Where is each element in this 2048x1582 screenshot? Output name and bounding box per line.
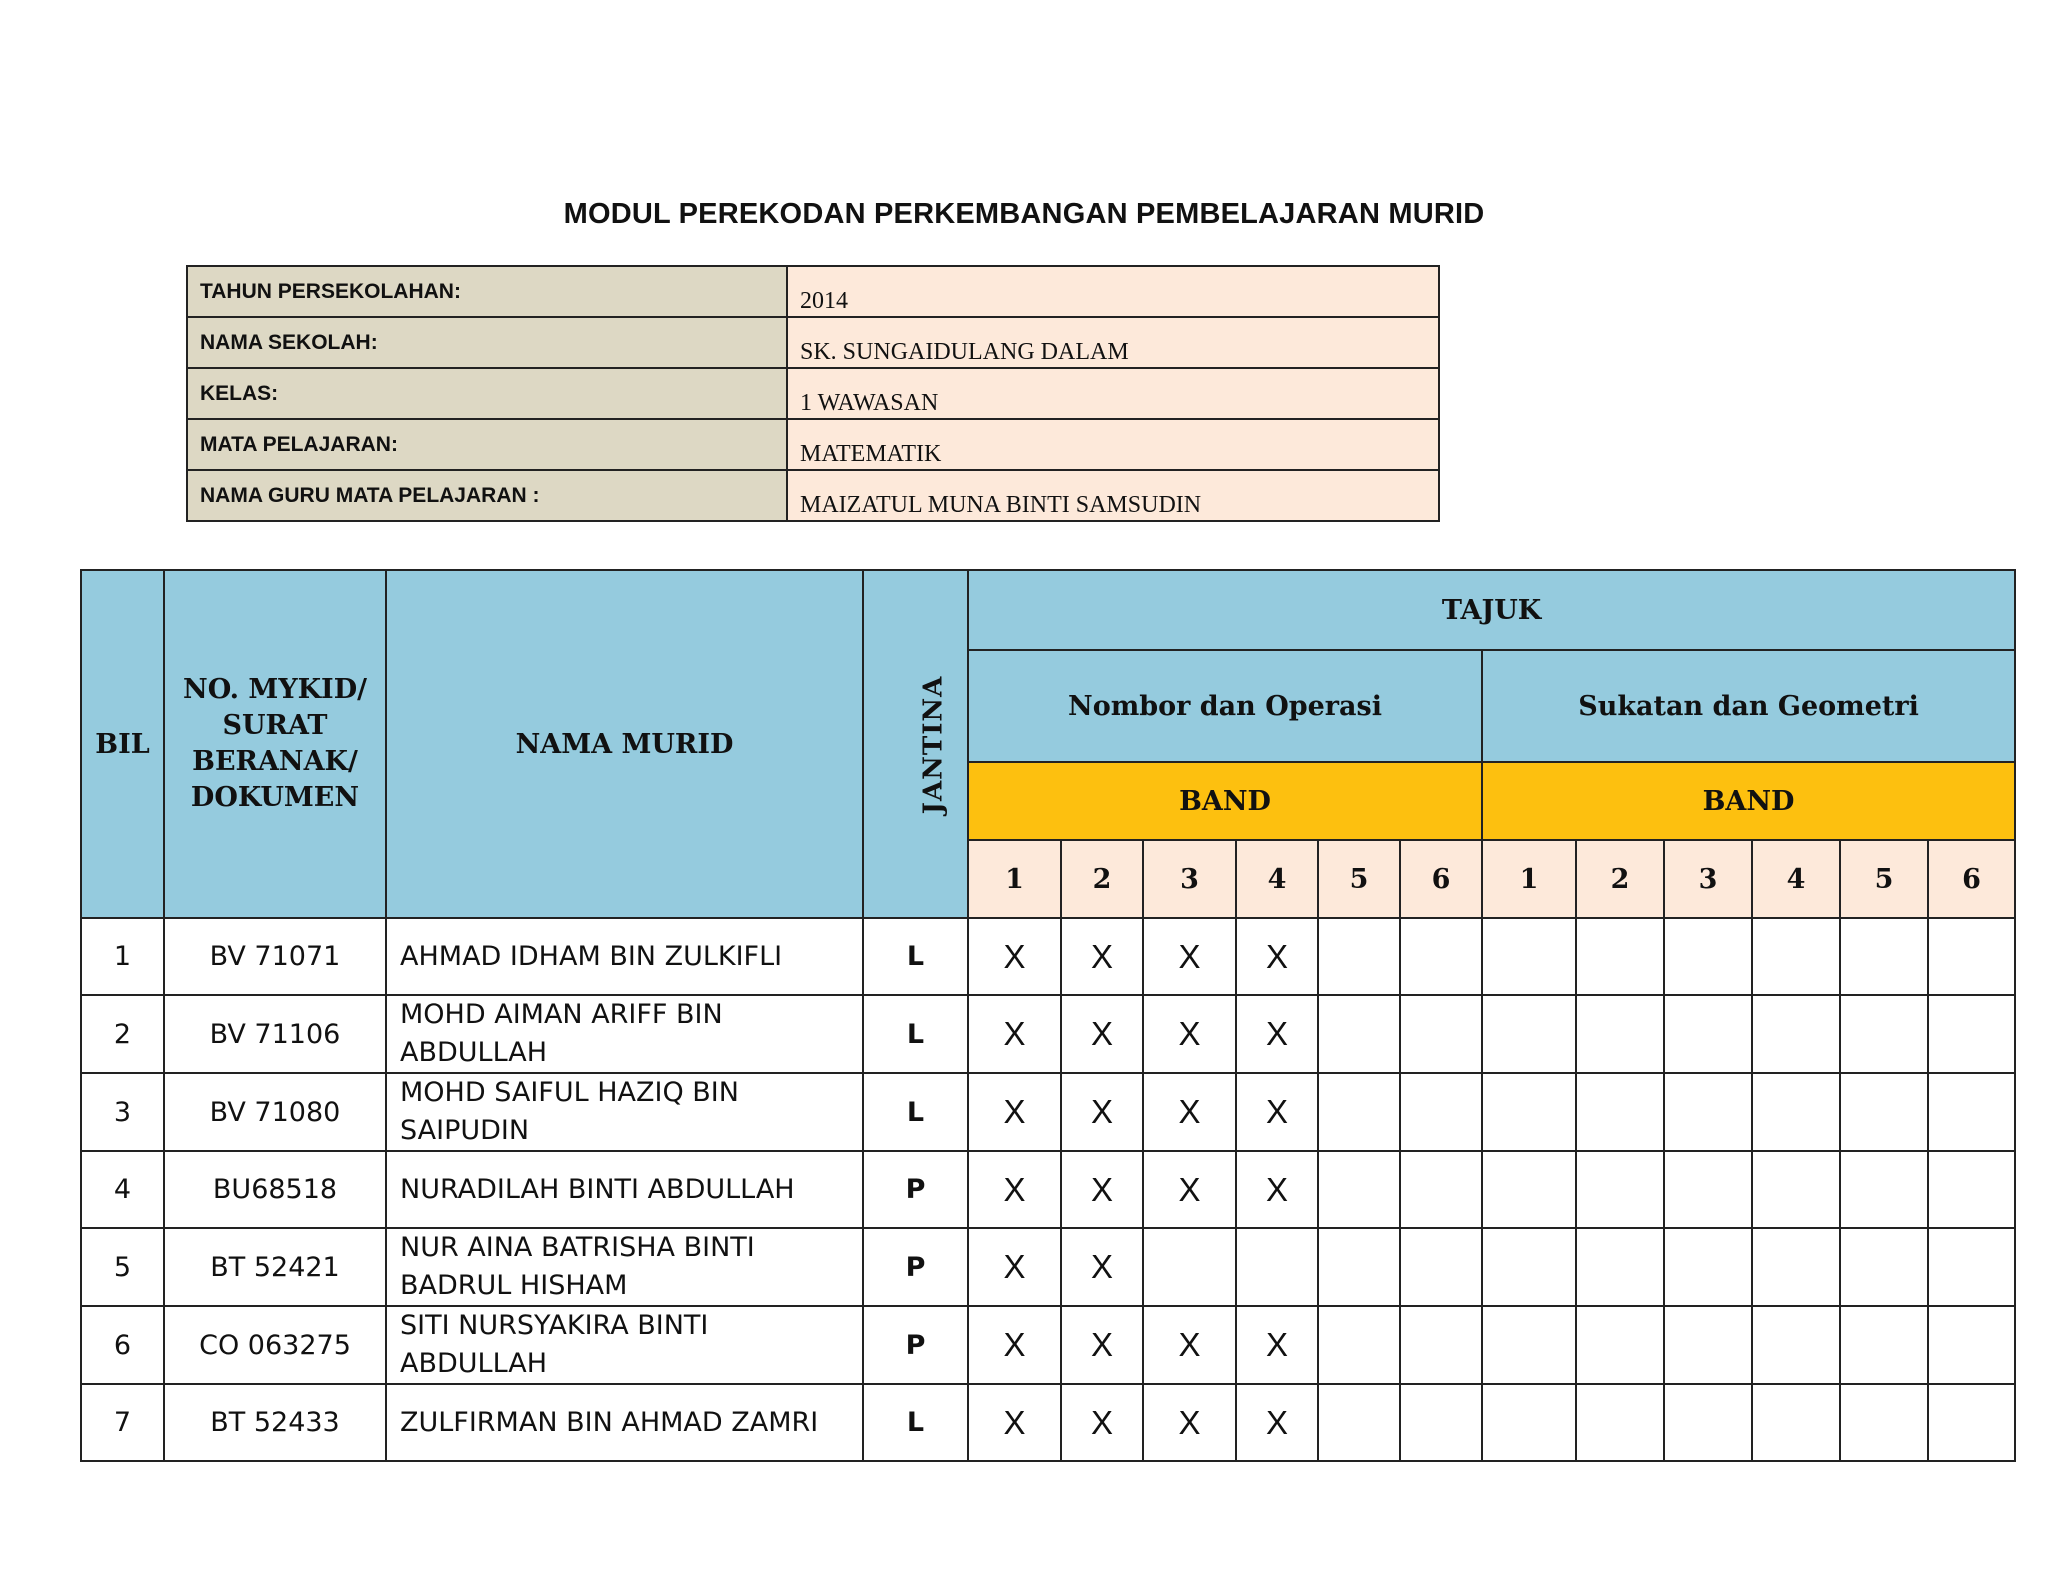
- school-info-table: [186, 265, 1440, 522]
- mykid-cell: BV 71080: [164, 1073, 386, 1151]
- table-row: [81, 1228, 2015, 1306]
- band-mark-cell: [1928, 1306, 2015, 1384]
- band-mark-cell: [1840, 1384, 1928, 1461]
- info-row: [187, 368, 1439, 419]
- bil-cell: 5: [81, 1228, 164, 1306]
- mykid-cell: BT 52433: [164, 1384, 386, 1461]
- band-mark-cell: X: [1236, 1306, 1318, 1384]
- table-row: [81, 918, 2015, 995]
- bil-cell: 1: [81, 918, 164, 995]
- band-mark-cell: [1752, 1073, 1840, 1151]
- band-mark-cell: [1318, 995, 1400, 1073]
- band-mark-cell: X: [968, 1073, 1061, 1151]
- band-mark-cell: X: [1143, 1306, 1236, 1384]
- header-mykid-line2: SURAT: [222, 710, 328, 741]
- band-mark-cell: [1482, 1384, 1576, 1461]
- band-mark-cell: [1928, 1151, 2015, 1228]
- table-row: [81, 1384, 2015, 1461]
- band-mark-cell: X: [1061, 1306, 1143, 1384]
- info-value: MAIZATUL MUNA BINTI SAMSUDIN: [787, 470, 1439, 521]
- gender-cell: L: [863, 995, 968, 1073]
- band-mark-cell: X: [968, 1228, 1061, 1306]
- band-mark-cell: X: [968, 995, 1061, 1073]
- band-mark-cell: [1318, 1073, 1400, 1151]
- band-mark-cell: [1840, 995, 1928, 1073]
- band-mark-cell: X: [1143, 995, 1236, 1073]
- bil-cell: 6: [81, 1306, 164, 1384]
- gender-cell: L: [863, 1073, 968, 1151]
- band-mark-cell: [1482, 1151, 1576, 1228]
- band-mark-cell: [1482, 995, 1576, 1073]
- bil-cell: 7: [81, 1384, 164, 1461]
- header-jantina: [863, 570, 968, 918]
- band-mark-cell: [1482, 918, 1576, 995]
- info-label: NAMA SEKOLAH:: [187, 317, 787, 368]
- band-mark-cell: [1752, 1151, 1840, 1228]
- band-mark-cell: X: [1143, 918, 1236, 995]
- band-mark-cell: [1840, 1151, 1928, 1228]
- table-row: [81, 995, 2015, 1073]
- band-mark-cell: [1664, 995, 1752, 1073]
- band-mark-cell: [1400, 995, 1482, 1073]
- header-mykid-line4: DOKUMEN: [190, 782, 360, 813]
- band-mark-cell: X: [1236, 918, 1318, 995]
- band-mark-cell: [1664, 1073, 1752, 1151]
- document-title: MODUL PEREKODAN PERKEMBANGAN PEMBELAJARAN MURID: [563, 198, 1485, 230]
- mykid-cell: BV 71071: [164, 918, 386, 995]
- band-mark-cell: [1928, 1073, 2015, 1151]
- mykid-cell: BU68518: [164, 1151, 386, 1228]
- band-mark-cell: [1664, 1306, 1752, 1384]
- header-band-1: BAND: [968, 762, 1482, 840]
- band-mark-cell: [1928, 1228, 2015, 1306]
- band-mark-cell: [1482, 1073, 1576, 1151]
- band-mark-cell: [1400, 1228, 1482, 1306]
- band-mark-cell: [1576, 918, 1664, 995]
- band-mark-cell: X: [1143, 1384, 1236, 1461]
- band-mark-cell: [1236, 1228, 1318, 1306]
- band-level-header: 5: [1840, 840, 1928, 918]
- band-mark-cell: [1576, 1073, 1664, 1151]
- mykid-cell: BT 52421: [164, 1228, 386, 1306]
- band-level-header: 4: [1752, 840, 1840, 918]
- student-record-table: [80, 569, 2016, 1462]
- header-mykid-line1: NO. MYKID/: [183, 674, 367, 705]
- student-name-cell: AHMAD IDHAM BIN ZULKIFLI: [386, 918, 863, 995]
- header-mykid: [164, 570, 386, 918]
- band-mark-cell: X: [1143, 1073, 1236, 1151]
- band-mark-cell: [1664, 1384, 1752, 1461]
- band-mark-cell: [1664, 1151, 1752, 1228]
- band-mark-cell: [1318, 1384, 1400, 1461]
- band-mark-cell: [1400, 1151, 1482, 1228]
- band-mark-cell: [1752, 1228, 1840, 1306]
- header-tajuk: TAJUK: [968, 570, 2015, 650]
- band-mark-cell: [1840, 1228, 1928, 1306]
- band-level-header: 4: [1236, 840, 1318, 918]
- band-mark-cell: X: [1236, 1384, 1318, 1461]
- info-row: [187, 317, 1439, 368]
- bil-cell: 2: [81, 995, 164, 1073]
- band-mark-cell: [1400, 1306, 1482, 1384]
- header-jantina-label: JANTINA: [918, 675, 949, 814]
- band-level-header: 3: [1143, 840, 1236, 918]
- band-mark-cell: [1482, 1228, 1576, 1306]
- band-level-header: 2: [1576, 840, 1664, 918]
- band-level-header: 2: [1061, 840, 1143, 918]
- header-mykid-line3: BERANAK/: [192, 746, 358, 777]
- gender-cell: L: [863, 918, 968, 995]
- info-label: MATA PELAJARAN:: [187, 419, 787, 470]
- header-topic-sukatan-geometri: Sukatan dan Geometri: [1482, 650, 2015, 762]
- info-row: [187, 266, 1439, 317]
- band-mark-cell: [1576, 1384, 1664, 1461]
- band-mark-cell: X: [968, 1384, 1061, 1461]
- band-mark-cell: [1400, 1384, 1482, 1461]
- info-label: NAMA GURU MATA PELAJARAN :: [187, 470, 787, 521]
- bil-cell: 3: [81, 1073, 164, 1151]
- student-name-cell: MOHD SAIFUL HAZIQ BIN SAIPUDIN: [386, 1073, 863, 1151]
- band-mark-cell: X: [1061, 1073, 1143, 1151]
- bil-cell: 4: [81, 1151, 164, 1228]
- band-mark-cell: [1840, 1073, 1928, 1151]
- info-value: MATEMATIK: [787, 419, 1439, 470]
- band-mark-cell: [1664, 1228, 1752, 1306]
- band-mark-cell: X: [1061, 1151, 1143, 1228]
- band-mark-cell: [1840, 1306, 1928, 1384]
- table-row: [81, 1306, 2015, 1384]
- info-label: TAHUN PERSEKOLAHAN:: [187, 266, 787, 317]
- band-mark-cell: [1928, 1384, 2015, 1461]
- band-mark-cell: [1318, 1306, 1400, 1384]
- band-level-header: 5: [1318, 840, 1400, 918]
- band-level-header: 1: [1482, 840, 1576, 918]
- table-row: [81, 1073, 2015, 1151]
- band-level-header: 3: [1664, 840, 1752, 918]
- band-mark-cell: [1928, 918, 2015, 995]
- band-mark-cell: [1143, 1228, 1236, 1306]
- student-name-cell: NURADILAH BINTI ABDULLAH: [386, 1151, 863, 1228]
- info-row: [187, 419, 1439, 470]
- band-mark-cell: X: [1236, 1151, 1318, 1228]
- info-label: KELAS:: [187, 368, 787, 419]
- gender-cell: P: [863, 1151, 968, 1228]
- band-mark-cell: [1400, 918, 1482, 995]
- header-nama-murid: NAMA MURID: [386, 570, 863, 918]
- band-mark-cell: [1400, 1073, 1482, 1151]
- band-mark-cell: X: [1061, 918, 1143, 995]
- gender-cell: L: [863, 1384, 968, 1461]
- band-mark-cell: [1576, 1228, 1664, 1306]
- band-mark-cell: [1318, 1151, 1400, 1228]
- band-mark-cell: [1752, 1384, 1840, 1461]
- band-mark-cell: [1928, 995, 2015, 1073]
- table-row: [81, 1151, 2015, 1228]
- band-mark-cell: [1664, 918, 1752, 995]
- band-level-header: 6: [1400, 840, 1482, 918]
- band-mark-cell: [1840, 918, 1928, 995]
- student-name-cell: SITI NURSYAKIRA BINTI ABDULLAH: [386, 1306, 863, 1384]
- band-mark-cell: [1576, 1306, 1664, 1384]
- info-value: 1 WAWASAN: [787, 368, 1439, 419]
- mykid-cell: BV 71106: [164, 995, 386, 1073]
- band-mark-cell: X: [1236, 995, 1318, 1073]
- band-level-header: 6: [1928, 840, 2015, 918]
- band-mark-cell: X: [1061, 1384, 1143, 1461]
- student-name-cell: ZULFIRMAN BIN AHMAD ZAMRI: [386, 1384, 863, 1461]
- band-mark-cell: [1752, 918, 1840, 995]
- header-band-2: BAND: [1482, 762, 2015, 840]
- student-name-cell: NUR AINA BATRISHA BINTI BADRUL HISHAM: [386, 1228, 863, 1306]
- gender-cell: P: [863, 1306, 968, 1384]
- band-mark-cell: [1752, 1306, 1840, 1384]
- header-bil: BIL: [81, 570, 164, 918]
- info-row: [187, 470, 1439, 521]
- band-mark-cell: [1482, 1306, 1576, 1384]
- band-mark-cell: [1576, 995, 1664, 1073]
- band-level-header: 1: [968, 840, 1061, 918]
- gender-cell: P: [863, 1228, 968, 1306]
- band-mark-cell: X: [1143, 1151, 1236, 1228]
- band-mark-cell: [1576, 1151, 1664, 1228]
- info-value: 2014: [787, 266, 1439, 317]
- band-mark-cell: X: [968, 918, 1061, 995]
- band-mark-cell: X: [1061, 995, 1143, 1073]
- band-mark-cell: [1318, 918, 1400, 995]
- band-mark-cell: X: [968, 1306, 1061, 1384]
- student-name-cell: MOHD AIMAN ARIFF BIN ABDULLAH: [386, 995, 863, 1073]
- band-mark-cell: [1318, 1228, 1400, 1306]
- band-mark-cell: X: [1236, 1073, 1318, 1151]
- band-mark-cell: [1752, 995, 1840, 1073]
- info-value: SK. SUNGAIDULANG DALAM: [787, 317, 1439, 368]
- band-mark-cell: X: [968, 1151, 1061, 1228]
- band-mark-cell: X: [1061, 1228, 1143, 1306]
- mykid-cell: CO 063275: [164, 1306, 386, 1384]
- header-topic-nombor-operasi: Nombor dan Operasi: [968, 650, 1482, 762]
